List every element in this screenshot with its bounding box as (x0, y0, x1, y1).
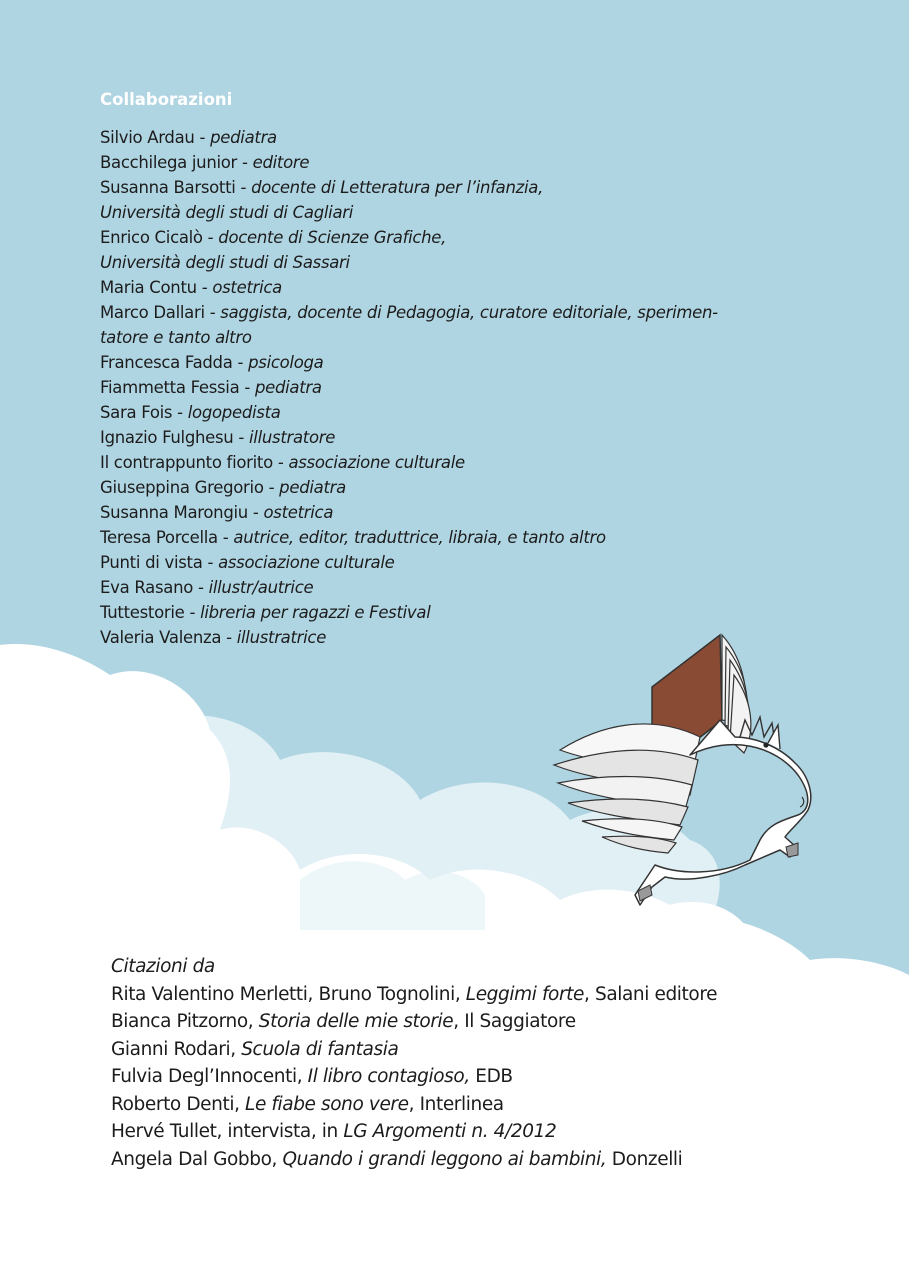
list-item: Ignazio Fulghesu - illustratore (100, 428, 336, 447)
citations-list (111, 953, 811, 1173)
list-item: Silvio Ardau - pediatra (100, 128, 277, 147)
citation-item: Rita Valentino Merletti, Bruno Tognolini, Leggimi forte, Salani editore (111, 983, 718, 1005)
list-item: Punti di vista - associazione culturale (100, 553, 395, 572)
list-item: Eva Rasano - illustr/autrice (100, 578, 314, 597)
collaborations-list (100, 125, 760, 650)
list-item: Marco Dallari - saggista, docente di Pedagogia, curatore editoriale, sperimen- tatore e tanto altro (100, 303, 718, 347)
list-item: Valeria Valenza - illustratrice (100, 628, 327, 647)
list-item: Fiammetta Fessia - pediatra (100, 378, 322, 397)
collaborations-heading: Collaborazioni (100, 90, 233, 109)
list-item: Susanna Barsotti - docente di Letteratura per l’infanzia, Università degli studi di Cagliari (100, 178, 544, 222)
list-item: Il contrappunto fiorito - associazione culturale (100, 453, 465, 472)
list-item: Francesca Fadda - psicologa (100, 353, 324, 372)
citations-heading: Citazioni da (111, 956, 215, 977)
horse-eye (763, 742, 768, 747)
list-item: Enrico Cicalò - docente di Scienze Grafiche, Università degli studi di Sassari (100, 228, 447, 272)
citation-item: Hervé Tullet, intervista, in LG Argomenti n. 4/2012 (111, 1121, 557, 1142)
list-item: Giuseppina Gregorio - pediatra (100, 478, 346, 497)
citation-item: Fulvia Degl’Innocenti, Il libro contagioso, EDB (111, 1066, 513, 1087)
citation-item: Angela Dal Gobbo, Quando i grandi leggono ai bambini, Donzelli (111, 1148, 683, 1170)
citation-item: Gianni Rodari, Scuola di fantasia (111, 1038, 399, 1060)
list-item: Tuttestorie - libreria per ragazzi e Festival (100, 603, 431, 622)
list-item: Sara Fois - logopedista (100, 403, 281, 422)
list-item: Bacchilega junior - editore (100, 153, 310, 172)
list-item: Maria Contu - ostetrica (100, 278, 282, 297)
citation-item: Bianca Pitzorno, Storia delle mie storie, Il Saggiatore (111, 1011, 576, 1032)
flying-book-horse-icon (540, 625, 820, 915)
list-item: Teresa Porcella - autrice, editor, traduttrice, libraia, e tanto altro (100, 528, 606, 547)
citation-item: Roberto Denti, Le fiabe sono vere, Interlinea (111, 1093, 504, 1115)
list-item: Susanna Marongiu - ostetrica (100, 503, 334, 522)
